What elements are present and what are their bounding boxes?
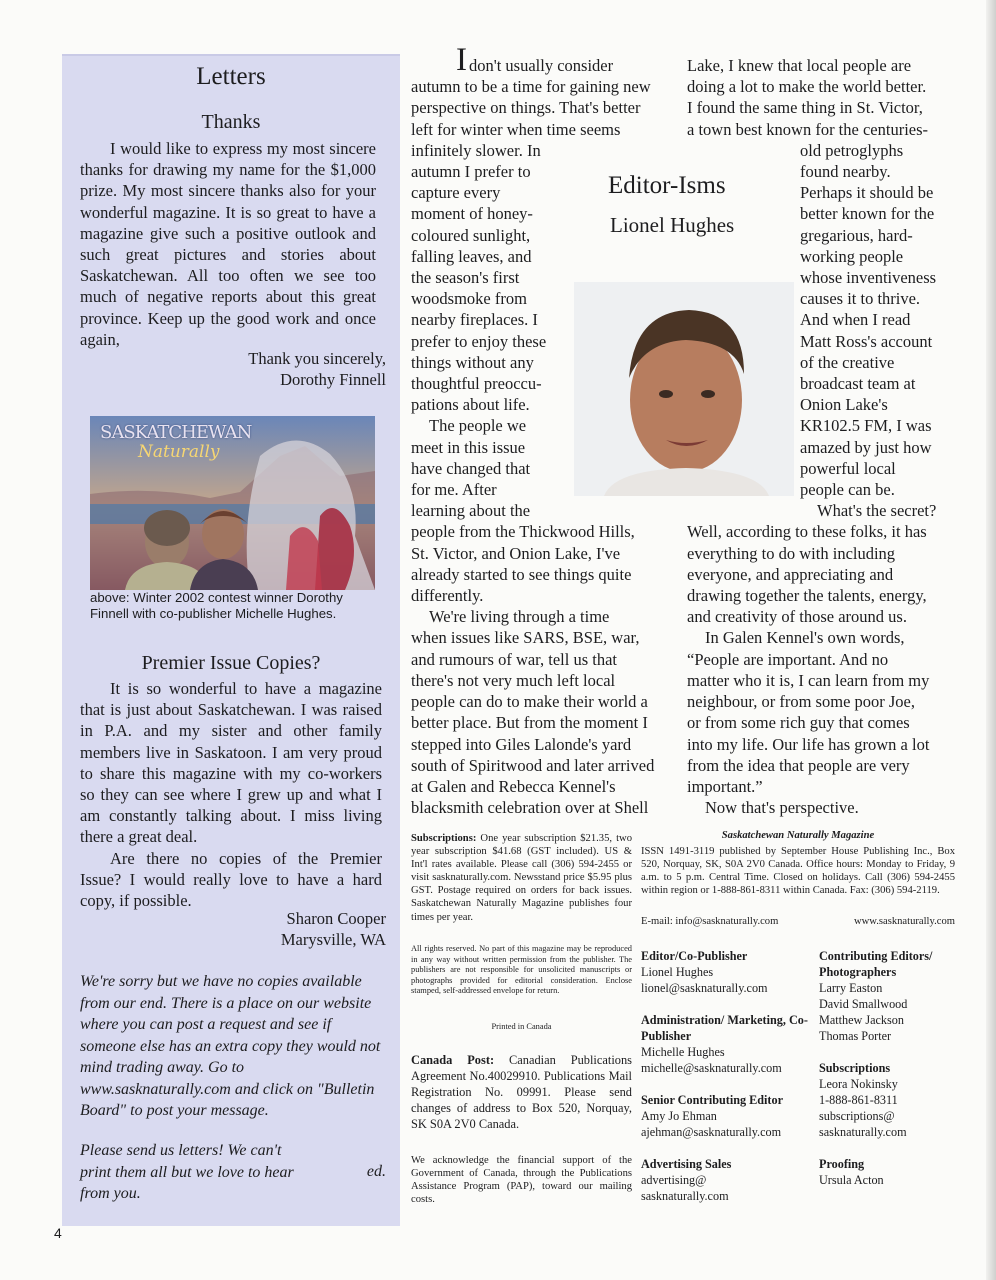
staff-group [641, 1092, 811, 1140]
editorial-line: And when I read [800, 310, 911, 330]
staff-line: advertising@ [641, 1173, 707, 1187]
contact-email: E-mail: info@sasknaturally.com [641, 916, 779, 927]
cover-logo-script: Naturally [138, 442, 220, 462]
editorial-line: Onion Lake's [800, 395, 888, 415]
editorial-line: people can be. [800, 480, 895, 500]
canada-post-info [411, 1052, 632, 1132]
staff-group [641, 948, 811, 996]
editorial-line: whose inventiveness [800, 268, 937, 288]
editorial-line: capture every [411, 183, 501, 203]
staff-role: Senior Contributing Editor [641, 1093, 783, 1107]
editorial-line: don't usually consider [469, 56, 614, 75]
letters-title: Letters [196, 63, 266, 90]
editorial-line: We're living through a time [429, 607, 610, 627]
editorial-line: doing a lot to make the world better. [687, 77, 927, 97]
staff-line: sasknaturally.com [641, 1189, 729, 1203]
printed-in: Printed in Canada [491, 1022, 552, 1031]
editorial-line: and creativity of those around us. [687, 607, 907, 627]
editorial-line: better place. But from the moment I [411, 713, 648, 733]
staff-line: subscriptions@ [819, 1109, 895, 1123]
editorial-line: In Galen Kennel's own words, [705, 628, 905, 648]
editorial-line: stepped into Giles Lalonde's yard [411, 734, 632, 754]
editorial-line: of the creative [800, 352, 895, 372]
editorial-line: everyone, and appreciating and [687, 564, 894, 584]
staff-line: Leora Nokinsky [819, 1077, 898, 1091]
editorial-line: already started to see things quite [411, 564, 632, 584]
send-letters-note: Please send us letters! We can't print them all but we love to hear from you. [80, 1142, 294, 1202]
staff-line: Lionel Hughes [641, 965, 714, 979]
staff-group [819, 1060, 969, 1140]
editorial-line: autumn to be a time for gaining new [411, 77, 651, 97]
editorial-line: Matt Ross's account [800, 331, 933, 351]
editorial-line: autumn I prefer to [411, 162, 531, 182]
canada-post-label: Canada Post: [411, 1053, 495, 1067]
editorial-line: pations about life. [411, 395, 530, 415]
staff-line: sasknaturally.com [819, 1125, 907, 1139]
editorial-author: Lionel Hughes [610, 213, 735, 237]
editorial-line: broadcast team at [800, 374, 916, 394]
staff-role: Contributing Editors/ Photographers [819, 949, 933, 979]
editorial-line: perspective on things. That's better [411, 98, 641, 118]
editorial-line: when issues like SARS, BSE, war, [411, 628, 640, 648]
editorial-line: have changed that [411, 458, 531, 478]
editorial-line: Lake, I knew that local people are [687, 56, 912, 75]
editorial-line: drawing together the talents, energy, [687, 586, 927, 606]
staff-line: Amy Jo Ehman [641, 1109, 717, 1123]
thanks-signature: Dorothy Finnell [280, 370, 386, 389]
rights-notice: All rights reserved. No part of this magazine may be reproduced in any way without written permission from the publisher. The publishers are not responsible for unsolicited manuscripts or photographs provided for editorial consideration. Enclose stamped, self-addressed envelope for return. [411, 944, 632, 996]
contest-winner-photo [90, 416, 375, 590]
staff-list-left [641, 948, 811, 1204]
editorial-line: learning about the [411, 501, 531, 521]
headshot-illustration [574, 282, 794, 496]
issn-info: ISSN 1491-3119 published by September House Publishing Inc., Box 520, Norquay, SK, S0A 2V0 Canada. Office hours: Monday to Friday, 9 a.m. to 5 p.m. Central Time. Closed on holidays. Call (306) 594-2455 within region or 1-888-861-8311 within Canada. Fax: (306) 594-2119. [641, 846, 955, 897]
editorial-line: What's the secret? [817, 501, 937, 521]
thanks-letter [80, 138, 376, 350]
editorial-line: working people [800, 246, 904, 266]
cover-logo-text: SASKATCHEWAN [100, 422, 252, 443]
editorial-line: woodsmoke from [411, 289, 527, 309]
editorial-line: I found the same thing in St. Victor, [687, 98, 923, 118]
editorial-line: “People are important. And no [687, 649, 889, 669]
editorial-line: differently. [411, 586, 484, 606]
editorial-line: St. Victor, and Onion Lake, I've [411, 543, 621, 563]
staff-group [819, 1156, 969, 1188]
editorial-line: found nearby. [800, 162, 891, 182]
editorial-line: important.” [687, 776, 763, 796]
editorial-line: powerful local [800, 458, 896, 478]
editorial-line: neighbour, or from some poor Joe, [687, 692, 916, 712]
page-number: 4 [54, 1225, 62, 1241]
staff-line: Matthew Jackson [819, 1013, 904, 1027]
editorial-line: south of Spiritwood and later arrived [411, 755, 655, 775]
editorial-line: people from the Thickwood Hills, [411, 522, 635, 542]
editorial-line: people can do to make their world a [411, 692, 648, 712]
editorial-title: Editor-Isms [608, 172, 726, 199]
staff-role: Subscriptions [819, 1061, 891, 1075]
thanks-closing: Thank you sincerely, [248, 349, 386, 368]
staff-line: David Smallwood [819, 997, 908, 1011]
editorial-line: left for winter when time seems [411, 119, 621, 139]
caption-line-1: above: Winter 2002 contest winner Dorothy [90, 590, 343, 605]
staff-role: Proofing [819, 1157, 865, 1171]
premier-para-1: It is so wonderful to have a magazine that is just about Saskatchewan. I was raised in P.A. and my sister and other family members live in Saskatoon. I am very proud to share this magazine with my co-workers so they can see where I grew up and what I am constantly talking about. I miss living there a great deal. [80, 679, 382, 847]
editorial-line: Well, according to these folks, it has [687, 522, 927, 542]
editorial-line: Perhaps it should be [800, 183, 934, 203]
photo-caption [90, 590, 380, 622]
editorial-line: infinitely slower. In [411, 140, 541, 160]
editorial-line: the season's first [411, 268, 520, 288]
staff-line: Michelle Hughes [641, 1045, 725, 1059]
premier-letter [80, 678, 382, 911]
editorial-line: at Galen and Rebecca Kennel's [411, 776, 616, 796]
staff-line: ajehman@sasknaturally.com [641, 1125, 782, 1139]
editorial-line: coloured sunlight, [411, 225, 531, 245]
premier-signature: Sharon Cooper [286, 909, 386, 928]
editorial-line: causes it to thrive. [800, 289, 921, 309]
staff-line: Larry Easton [819, 981, 883, 995]
editorial-line: The people we [429, 416, 527, 436]
editorial-line: things without any [411, 352, 534, 372]
page-edge-shadow [986, 0, 996, 1280]
editor-reply: We're sorry but we have no copies available from our end. There is a place on our website where you can post a request and see if someone else has an extra copy they would not mind trading away. Go to www.sasknaturally.com and click on "Bulletin Board" to post your message. [80, 973, 381, 1119]
editorial-line: there's not very much left local [411, 670, 616, 690]
editorial-line: into my life. Our life has grown a lot [687, 734, 930, 754]
editorial-line: thoughtful preoccu- [411, 374, 542, 394]
staff-role: Editor/Co-Publisher [641, 949, 748, 963]
editorial-line: everything to do with including [687, 543, 896, 563]
contact-website: www.sasknaturally.com [853, 916, 955, 927]
staff-line: Ursula Acton [819, 1173, 884, 1187]
caption-line-2: Finnell with co-publisher Michelle Hughes. [90, 606, 337, 621]
editorial-line: blacksmith celebration over at Shell [411, 798, 649, 818]
editorial-line: and rumours of war, tell us that [411, 649, 618, 669]
editorial-line: from the idea that people are very [687, 755, 910, 775]
editorial-line: moment of honey- [411, 204, 533, 224]
editorial-line: meet in this issue [411, 437, 526, 457]
canada-post-text: Canadian Publications Agreement No.40029910. Publications Mail Registration No. 09991. Please send changes of address to Box 520, Norquay, SK S0A 2V0 Canada. [411, 1053, 632, 1131]
editorial-line: a town best known for the centuries- [687, 119, 929, 139]
subscriptions-text: One year subscription $21.35, two year subscription $41.68 (GST included). US & Int'l rates available. Please call (306) 594-2455 or visit sasknaturally.com. Newsstand price $5.95 plus GST. Postage required on orders for back issues. Saskatchewan Naturally Magazine publishes four times per year. [411, 833, 632, 923]
staff-line: michelle@sasknaturally.com [641, 1061, 782, 1075]
editorial-line: KR102.5 FM, I was [800, 416, 932, 436]
staff-role: Administration/ Marketing, Co-Publisher [641, 1013, 808, 1043]
editorial-line: or from some rich guy that comes [687, 713, 910, 733]
staff-group [641, 1012, 811, 1076]
staff-group [819, 948, 969, 1044]
editorial-line: for me. After [411, 480, 497, 500]
editorial-line: falling leaves, and [411, 246, 532, 266]
subscriptions-label: Subscriptions: [411, 833, 477, 844]
editorial-line: gregarious, hard- [800, 225, 913, 245]
staff-group [641, 1156, 811, 1204]
editor-signoff: ed. [366, 1163, 386, 1180]
subscriptions-info [411, 832, 632, 924]
acknowledgement: We acknowledge the financial support of the Government of Canada, through the Publications Assistance Program (PAP), toward our mailing costs. [411, 1155, 632, 1206]
thanks-heading: Thanks [201, 111, 261, 133]
premier-heading: Premier Issue Copies? [141, 652, 321, 674]
editor-headshot [574, 282, 794, 496]
thanks-body: I would like to express my most sincere thanks for drawing my name for the $1,000 prize. My most sincere thanks also for your wonderful magazine. It is so great to have a magazine give such a positive outlook and such great pictures and stories about Saskatchewan. All too often we see too much of negative reports about this great province. Keep up the good work and once again, [80, 139, 376, 349]
editorial-line: matter who it is, I can learn from my [687, 670, 930, 690]
editorial-line: Now that's perspective. [705, 798, 859, 818]
editorial-line: prefer to enjoy these [411, 331, 547, 351]
premier-location: Marysville, WA [280, 930, 386, 949]
editorial-line: old petroglyphs [800, 140, 904, 160]
staff-list-right [819, 948, 969, 1188]
staff-line: 1-888-861-8311 [819, 1093, 898, 1107]
drop-cap: I [456, 42, 467, 78]
premier-para-2: Are there no copies of the Premier Issue? I would really love to have a hard copy, if possible. [80, 848, 382, 911]
editorial-line: nearby fireplaces. I [411, 310, 538, 330]
editorial-line: better known for the [800, 204, 935, 224]
editorial-line: amazed by just how [800, 437, 932, 457]
magazine-name: Saskatchewan Naturally Magazine [721, 830, 875, 841]
staff-line: lionel@sasknaturally.com [641, 981, 768, 995]
staff-line: Thomas Porter [819, 1029, 892, 1043]
staff-role: Advertising Sales [641, 1157, 732, 1171]
